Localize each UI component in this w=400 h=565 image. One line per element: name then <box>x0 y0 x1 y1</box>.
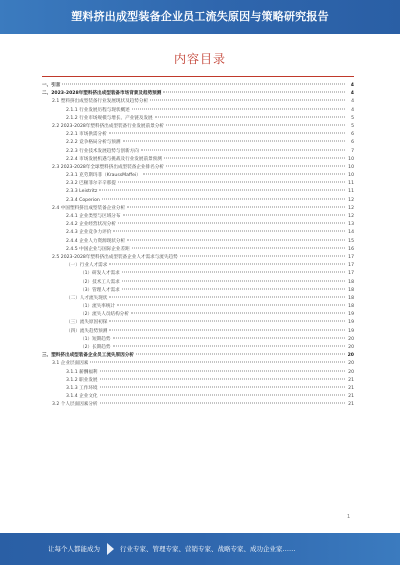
toc-entry[interactable] <box>42 229 354 237</box>
toc-entry-text: 2.3.4 Coperion <box>66 197 100 203</box>
toc-entry-text: （1）流失率统计 <box>80 304 116 310</box>
toc-entry-text: 2.4.5 中国企业与国际企业差距 <box>66 246 130 252</box>
toc-entry-page: 19 <box>348 312 354 318</box>
toc-entry-page: 20 <box>348 336 354 342</box>
toc-entry-text: 2.2.3 行业技术发展趋势与创新方向 <box>66 148 139 154</box>
toc-leader-dots <box>100 395 345 396</box>
toc-entry[interactable] <box>42 254 354 262</box>
toc-entry[interactable] <box>42 197 354 205</box>
toc-entry-text: （1）短期趋势 <box>80 336 111 342</box>
toc-entry-page: 15 <box>348 238 354 244</box>
toc-leader-dots <box>164 157 345 158</box>
toc-entry-text: 3.1.4 企业文化 <box>66 394 98 400</box>
toc-leader-dots <box>100 370 345 371</box>
toc-leader-dots <box>122 288 345 289</box>
report-title-banner <box>0 0 400 34</box>
toc-entry[interactable] <box>42 369 354 377</box>
toc-leader-dots <box>166 165 345 166</box>
toc-leader-dots <box>118 182 345 183</box>
toc-leader-dots <box>155 116 345 117</box>
toc-entry-text: （3）管理人才需求 <box>80 287 120 293</box>
toc-entry-page: 17 <box>348 271 354 277</box>
toc-entry-page: 10 <box>348 164 354 170</box>
toc-entry-page: 10 <box>348 156 354 162</box>
toc-entry[interactable] <box>42 148 354 156</box>
toc-entry-page: 13 <box>348 222 354 228</box>
toc-entry-text: 3.2 个人层面因素分析 <box>52 402 98 408</box>
toc-entry[interactable] <box>42 295 354 303</box>
toc-entry[interactable] <box>42 205 354 213</box>
toc-entry-page: 6 <box>351 132 354 138</box>
toc-entry[interactable] <box>42 279 354 287</box>
toc-leader-dots <box>163 92 345 93</box>
toc-entry-page: 11 <box>348 189 354 195</box>
toc-leader-dots <box>100 378 345 379</box>
toc-entry[interactable] <box>42 303 354 311</box>
toc-entry[interactable] <box>42 393 354 401</box>
toc-entry-text: 2.1.2 行业市场规模与增长、产业链及发展 <box>66 115 153 121</box>
toc-entry-text: （三）流失原因初探 <box>66 320 108 326</box>
toc-leader-dots <box>113 346 346 347</box>
toc-entry[interactable] <box>42 246 354 254</box>
toc-entry-text: （2）技术工人需求 <box>80 279 120 285</box>
toc-entry-page: 21 <box>348 402 354 408</box>
toc-entry-text: 2.3.1 克劳斯玛菲（KraussMaffei） <box>66 173 141 179</box>
toc-entry-page: 4 <box>351 107 354 113</box>
toc-leader-dots <box>180 255 345 256</box>
toc-entry-text: 2.2.2 竞争格局分析与预测 <box>66 140 121 146</box>
toc-leader-dots <box>122 272 345 273</box>
toc-entry[interactable] <box>42 262 354 270</box>
toc-leader-dots <box>123 215 346 216</box>
toc-entry-page: 19 <box>348 320 354 326</box>
toc-entry-text: 2.4.2 企业经营状况分析 <box>66 222 116 228</box>
toc-entry[interactable] <box>42 385 354 393</box>
toc-entry-page: 17 <box>348 263 354 269</box>
toc-entry[interactable] <box>42 82 354 90</box>
toc-entry-page: 5 <box>351 123 354 129</box>
toc-leader-dots <box>122 280 345 281</box>
toc-entry-text: 2.5 2023-2028年塑料挤出成型装备企业人才需求与流失趋势 <box>52 254 178 260</box>
toc-entry-page: 4 <box>350 83 354 88</box>
toc-entry-page: 4 <box>350 91 354 97</box>
toc-entry-text: 2.4 中国塑料挤出成型装备企业分析 <box>52 205 126 211</box>
toc-entry[interactable] <box>42 311 354 319</box>
toc-entry-page: 18 <box>348 279 354 285</box>
toc-entry-text: 二、2023-2028年塑料挤出成型装备市场背景及趋势预测 <box>42 91 162 97</box>
toc-entry-page: 21 <box>348 377 354 383</box>
toc-entry-page: 12 <box>348 214 354 219</box>
toc-leader-dots <box>100 403 345 404</box>
toc-entry-page: 17 <box>348 254 354 260</box>
toc-leader-dots <box>62 84 345 85</box>
toc-entry[interactable] <box>42 131 354 139</box>
toc-entry-text: 2.3.3 Leistritz <box>66 189 98 195</box>
toc-entry-page: 21 <box>348 394 354 400</box>
toc-entry-text: （四）流失趋势预测 <box>66 328 108 334</box>
toc-entry[interactable] <box>42 213 354 221</box>
toc-entry-text: 2.3.2 巴顿菲尔辛辛那提 <box>66 181 116 187</box>
toc-leader-dots <box>113 231 345 232</box>
toc-entry[interactable] <box>42 319 354 327</box>
toc-entry[interactable] <box>42 115 354 123</box>
toc-entry-page: 12 <box>348 197 354 203</box>
toc-leader-dots <box>102 198 345 199</box>
toc-entry[interactable] <box>42 164 354 172</box>
toc-entry-page: 7 <box>351 148 354 154</box>
toc-entry-text: 2.2.4 市场发展机遇与挑战及行业发展前景预测 <box>66 156 162 162</box>
toc-entry-text: （2）长期趋势 <box>80 345 111 350</box>
toc-entry-text: 2.4.1 企业类型与区域分布 <box>66 214 121 219</box>
toc-leader-dots <box>166 124 345 125</box>
toc-entry-text: 3.1.3 工作环境 <box>66 385 98 391</box>
toc-entry-page: 16 <box>348 246 354 252</box>
toc-entry[interactable] <box>42 352 354 360</box>
toc-leader-dots <box>127 206 345 207</box>
toc-leader-dots <box>113 337 346 338</box>
toc-entry-text: 2.1 塑料挤出成型装备行业发展现状及趋势分析 <box>52 99 149 105</box>
toc-entry-page: 12 <box>348 205 354 211</box>
table-of-contents <box>42 82 354 510</box>
toc-leader-dots <box>109 296 345 297</box>
toc-entry-text: 3.1.1 薪酬福利 <box>66 369 98 375</box>
toc-entry-page: 18 <box>348 295 354 301</box>
toc-entry[interactable] <box>42 328 354 336</box>
toc-entry-text: 3.1 企业层面因素 <box>52 361 89 367</box>
toc-entry[interactable] <box>42 270 354 278</box>
toc-leader-dots <box>109 133 345 134</box>
toc-entry-page: 21 <box>348 385 354 391</box>
toc-leader-dots <box>109 321 345 322</box>
toc-leader-dots <box>109 264 345 265</box>
toc-leader-dots <box>109 329 345 330</box>
toc-entry-text: （2）流失人员结构分析 <box>80 312 129 318</box>
toc-entry-page: 4 <box>351 99 354 105</box>
toc-leader-dots <box>100 386 345 387</box>
toc-leader-dots <box>90 362 345 363</box>
footer-tail-text: 行业专家、管理专家、营销专家、战略专家、成功企业家…… <box>120 545 296 553</box>
toc-entry[interactable] <box>42 238 354 246</box>
toc-entry-page: 14 <box>348 230 354 236</box>
toc-entry-page: 18 <box>348 304 354 310</box>
toc-entry[interactable] <box>42 98 354 106</box>
toc-entry[interactable] <box>42 360 354 368</box>
toc-entry-text: （二）人才流失现状 <box>66 295 108 301</box>
toc-title: 内容目录 <box>173 52 226 66</box>
toc-leader-dots <box>132 108 345 109</box>
toc-leader-dots <box>99 190 345 191</box>
toc-leader-dots <box>123 141 346 142</box>
toc-leader-dots <box>143 174 345 175</box>
toc-entry[interactable] <box>42 221 354 229</box>
toc-entry-page: 11 <box>348 181 354 187</box>
toc-entry[interactable] <box>42 180 354 188</box>
toc-entry[interactable] <box>42 344 354 352</box>
arrow-right-icon <box>107 543 114 555</box>
toc-entry-text: 2.2 2023-2028年塑料挤出成型装备行业发展前景分析 <box>52 123 164 129</box>
toc-entry-text: 2.2.1 市场供需分析 <box>66 132 107 138</box>
toc-entry[interactable] <box>42 401 354 409</box>
toc-entry-text: 一、引言 <box>42 83 61 88</box>
toc-leader-dots <box>118 223 345 224</box>
toc-divider <box>42 76 354 77</box>
toc-entry-text: 三、塑料挤出成型装备企业员工流失原因分析 <box>42 353 134 359</box>
toc-entry[interactable] <box>42 156 354 164</box>
footer-lead-text: 让每个人都能成为 <box>48 545 100 553</box>
toc-entry-text: 2.4.3 企业竞争力评价 <box>66 230 112 236</box>
toc-entry-text: （一）行业人才需求 <box>66 263 108 269</box>
toc-entry[interactable] <box>42 188 354 196</box>
toc-entry-page: 6 <box>351 140 354 146</box>
toc-entry-page: 20 <box>348 345 354 350</box>
toc-entry-page: 20 <box>348 369 354 375</box>
toc-entry[interactable] <box>42 123 354 131</box>
toc-leader-dots <box>127 239 345 240</box>
toc-entry[interactable] <box>42 377 354 385</box>
toc-leader-dots <box>150 100 345 101</box>
toc-entry[interactable] <box>42 336 354 344</box>
toc-entry-text: 2.1.1 行业发展历程与现状概述 <box>66 107 130 113</box>
toc-entry[interactable] <box>42 172 354 180</box>
toc-entry[interactable] <box>42 287 354 295</box>
toc-entry-text: 3.1.2 职业发展 <box>66 377 98 383</box>
toc-entry-text: 2.4.4 企业人力资源现状分析 <box>66 238 126 244</box>
footer-banner <box>0 533 400 565</box>
toc-entry-page: 10 <box>348 173 354 179</box>
toc-entry[interactable] <box>42 90 354 98</box>
toc-entry-page: 18 <box>348 287 354 293</box>
toc-leader-dots <box>141 149 345 150</box>
toc-entry-page: 5 <box>351 115 354 121</box>
toc-entry-text: 2.3 2023-2028年全球塑料挤出成型装备企业排名分析 <box>52 164 164 170</box>
page-number: 1 <box>347 514 351 520</box>
toc-entry[interactable] <box>42 107 354 115</box>
toc-entry-page: 19 <box>348 328 354 334</box>
toc-leader-dots <box>132 247 345 248</box>
toc-leader-dots <box>136 354 345 355</box>
toc-leader-dots <box>117 305 345 306</box>
toc-entry-page: 20 <box>347 353 354 359</box>
toc-entry-page: 20 <box>348 361 354 367</box>
toc-leader-dots <box>131 313 345 314</box>
report-title: 塑料挤出成型装备企业员工流失原因与策略研究报告 <box>71 10 329 23</box>
toc-entry[interactable] <box>42 139 354 147</box>
toc-entry-text: （1）研发人才需求 <box>80 271 120 277</box>
